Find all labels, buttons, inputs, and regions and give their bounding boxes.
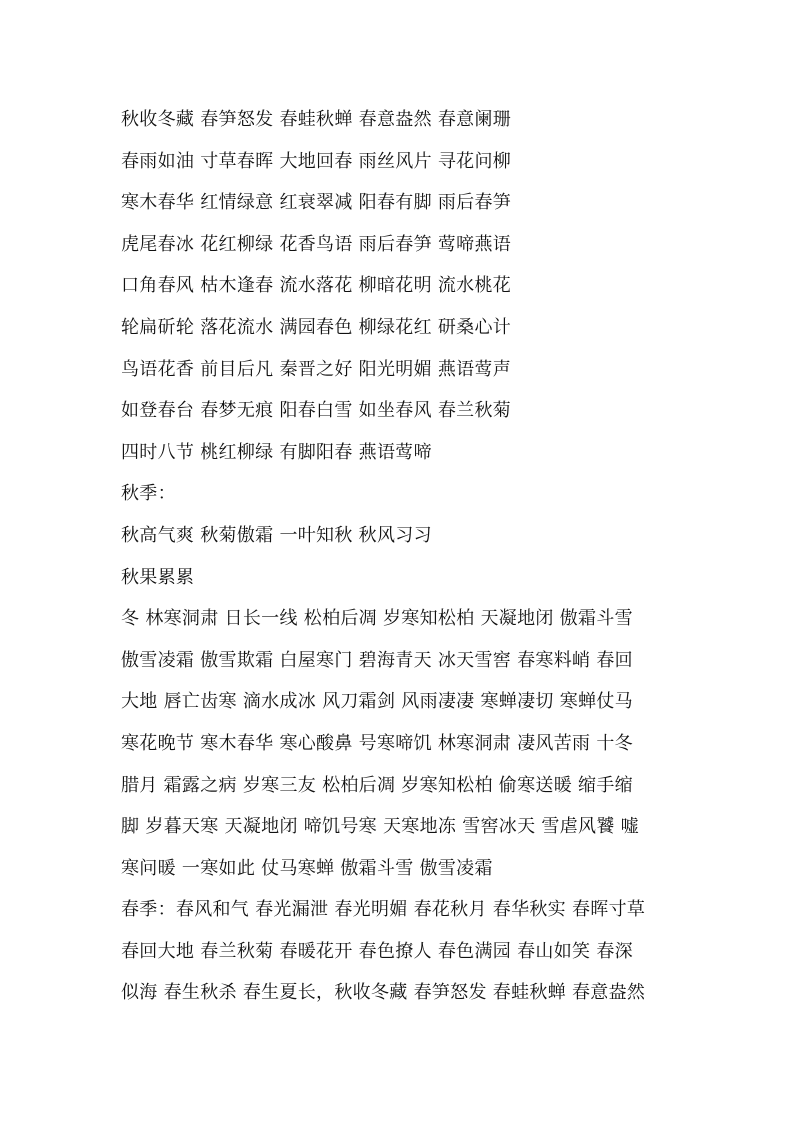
text-line: 腊月 霜露之病 岁寒三友 松柏后凋 岁寒知松柏 偷寒送暖 缩手缩 (121, 774, 633, 796)
text-line: 秋果累累 (121, 566, 195, 588)
text-line: 傲雪凌霜 傲雪欺霜 白屋寒门 碧海青天 冰天雪窖 春寒料峭 春回 (121, 649, 633, 671)
text-line: 脚 岁暮天寒 天凝地闭 啼饥号寒 天寒地冻 雪窖冰天 雪虐风饕 嘘 (121, 816, 639, 838)
text-line: 寒问暖 一寒如此 仗马寒蝉 傲霜斗雪 傲雪凌霜 (121, 857, 493, 879)
text-line: 四时八节 桃红柳绿 有脚阳春 燕语莺啼 (121, 441, 432, 463)
text-line: 春雨如油 寸草春晖 大地回春 雨丝风片 寻花问柳 (121, 150, 512, 172)
text-line: 大地 唇亡齿寒 滴水成冰 风刀霜剑 风雨凄凄 寒蝉凄切 寒蝉仗马 (121, 691, 633, 713)
text-line: 鸟语花香 前目后凡 秦晋之好 阳光明媚 燕语莺声 (121, 358, 512, 380)
text-line: 虎尾春冰 花红柳绿 花香鸟语 雨后春笋 莺啼燕语 (121, 233, 512, 255)
document-body (121, 99, 681, 1014)
text-line: 冬 林寒洞肃 日长一线 松柏后凋 岁寒知松柏 天凝地闭 傲霜斗雪 (121, 608, 633, 630)
text-line: 春回大地 春兰秋菊 春暖花开 春色撩人 春色满园 春山如笑 春深 (121, 940, 633, 962)
text-line: 秋收冬藏 春笋怒发 春蛙秋蝉 春意盎然 春意阑珊 (121, 109, 512, 130)
text-line: 轮扁斫轮 落花流水 满园春色 柳绿花红 研桑心计 (121, 316, 512, 338)
text-line: 寒花晚节 寒木春华 寒心酸鼻 号寒啼饥 林寒洞肃 凄风苦雨 十冬 (121, 732, 633, 754)
text-line: 似海 春生秋杀 春生夏长，秋收冬藏 春笋怒发 春蛙秋蝉 春意盎然 (121, 982, 646, 1004)
text-line: 口角春风 枯木逢春 流水落花 柳暗花明 流水桃花 (121, 275, 512, 297)
section-heading-autumn: 秋季： (121, 483, 176, 505)
section-heading-spring: 春季：春风和气 春光漏泄 春光明媚 春花秋月 春华秋实 春晖寸草 (121, 899, 646, 921)
text-line: 如登春台 春梦无痕 阳春白雪 如坐春风 春兰秋菊 (121, 400, 512, 422)
text-line: 寒木春华 红情绿意 红衰翠减 阳春有脚 雨后春笋 (121, 192, 512, 214)
text-line: 秋高气爽 秋菊傲霜 一叶知秋 秋风习习 (121, 524, 432, 546)
